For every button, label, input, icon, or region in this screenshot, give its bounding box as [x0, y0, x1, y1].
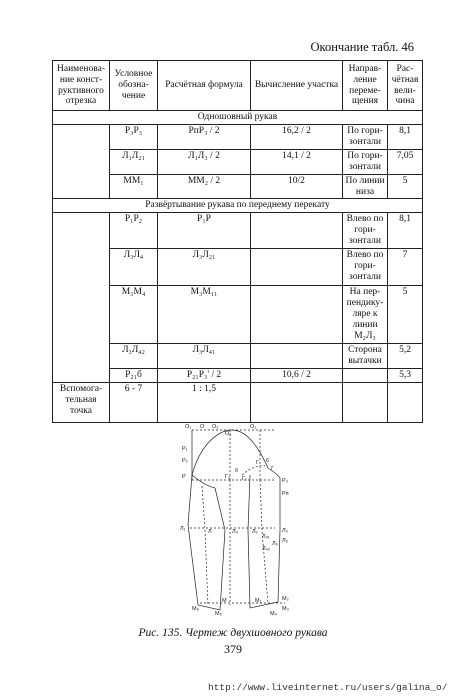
page-number: 379: [224, 642, 242, 656]
svg-text:М: М: [222, 598, 227, 604]
svg-text:P₁: P₁: [182, 446, 188, 452]
table-header-row: [53, 61, 423, 111]
svg-text:М₃: М₃: [282, 606, 289, 612]
svg-text:Л₃: Л₃: [282, 528, 288, 534]
svg-text:Л₆: Л₆: [272, 541, 278, 547]
table-row: Р₁Р₂ Р₁Р Влево по гори-зонтали 8,1: [53, 213, 423, 249]
svg-text:Г₁: Г₁: [242, 476, 247, 482]
svg-text:O₃: O₃: [212, 424, 219, 430]
header-cell: Направ-ление переме-щения: [343, 61, 388, 111]
svg-text:Г₂: Г₂: [225, 474, 231, 480]
svg-text:М₆: М₆: [192, 606, 199, 612]
svg-text:7: 7: [270, 466, 274, 472]
table-row: Л₃Л₄₂ Л₃Л₄₁ Сторона вытачки 5,2: [53, 344, 423, 369]
table-row: Р₂₁б Р₂₁Р₃' / 2 10,6 / 2 5,3: [53, 369, 423, 383]
svg-text:O₂: O₂: [225, 431, 232, 437]
section-row: Развёртывание рукава по переднему перекату: [53, 199, 423, 213]
svg-text:б: б: [235, 468, 239, 474]
svg-text:Л₄₂: Л₄₂: [262, 546, 270, 552]
svg-text:Л₂: Л₂: [252, 529, 258, 535]
table-row: ММ₁ ММ₂ / 2 10/2 По линии низа 5: [53, 174, 423, 199]
svg-text:Г: Г: [256, 460, 259, 466]
svg-text:P: P: [182, 474, 186, 480]
section-row: Одношовный рукав: [53, 111, 423, 125]
svg-text:М₄: М₄: [270, 611, 277, 617]
svg-text:Р₃: Р₃: [282, 478, 288, 484]
svg-text:P₂: P₂: [182, 458, 188, 464]
svg-text:Рп: Рп: [282, 491, 289, 497]
svg-text:М₁: М₁: [255, 598, 262, 604]
svg-text:М₂: М₂: [282, 596, 289, 602]
construction-table: [52, 60, 423, 423]
figure-caption: Рис. 135. Чертеж двухшовного рукава: [138, 627, 328, 639]
svg-text:Л₄₁: Л₄₁: [262, 534, 270, 540]
table-row: Л₃Л₄ Л₃Л₂₁ Влево по гори-зонтали 7: [53, 249, 423, 286]
svg-text:Л₁: Л₁: [180, 526, 186, 532]
svg-text:Л₄: Л₄: [232, 529, 238, 535]
svg-text:O: O: [200, 424, 205, 430]
table-caption: Окончание табл. 46: [310, 40, 414, 54]
svg-text:6: 6: [266, 458, 270, 464]
svg-text:М₅: М₅: [215, 611, 222, 617]
sleeve-pattern-drawing: [170, 420, 300, 620]
table-row: Вспомога-тельная точка 6 - 7 1 : 1,5: [53, 383, 423, 423]
header-cell: Расчётная формула: [158, 61, 251, 111]
header-cell: Условное обозна-чение: [110, 61, 158, 111]
header-cell: Рас-чётная вели-чина: [388, 61, 423, 111]
svg-text:O₁: O₁: [185, 424, 192, 430]
table-row: Л₁Л₂₁ Л₁Л₃ / 2 14,1 / 2 По гори-зонтали 7,05: [53, 149, 423, 174]
svg-text:Л₅: Л₅: [282, 538, 288, 544]
header-cell: Вычисление участка: [251, 61, 343, 111]
header-cell: Наименова-ние конст-руктивного отрезка: [53, 61, 110, 111]
svg-text:O₁: O₁: [250, 424, 257, 430]
source-url[interactable]: http://www.liveinternet.ru/users/galina_o/: [208, 682, 448, 693]
table-row: Р₃Р₃ РпР₃ / 2 16,2 / 2 По гори-зонтали 8,1: [53, 124, 423, 149]
table-row: М₃М₄ М₃М₁₁ На пер-пендику-ляре к линии М₂Л₃ 5: [53, 286, 423, 344]
svg-text:Л: Л: [208, 529, 212, 535]
